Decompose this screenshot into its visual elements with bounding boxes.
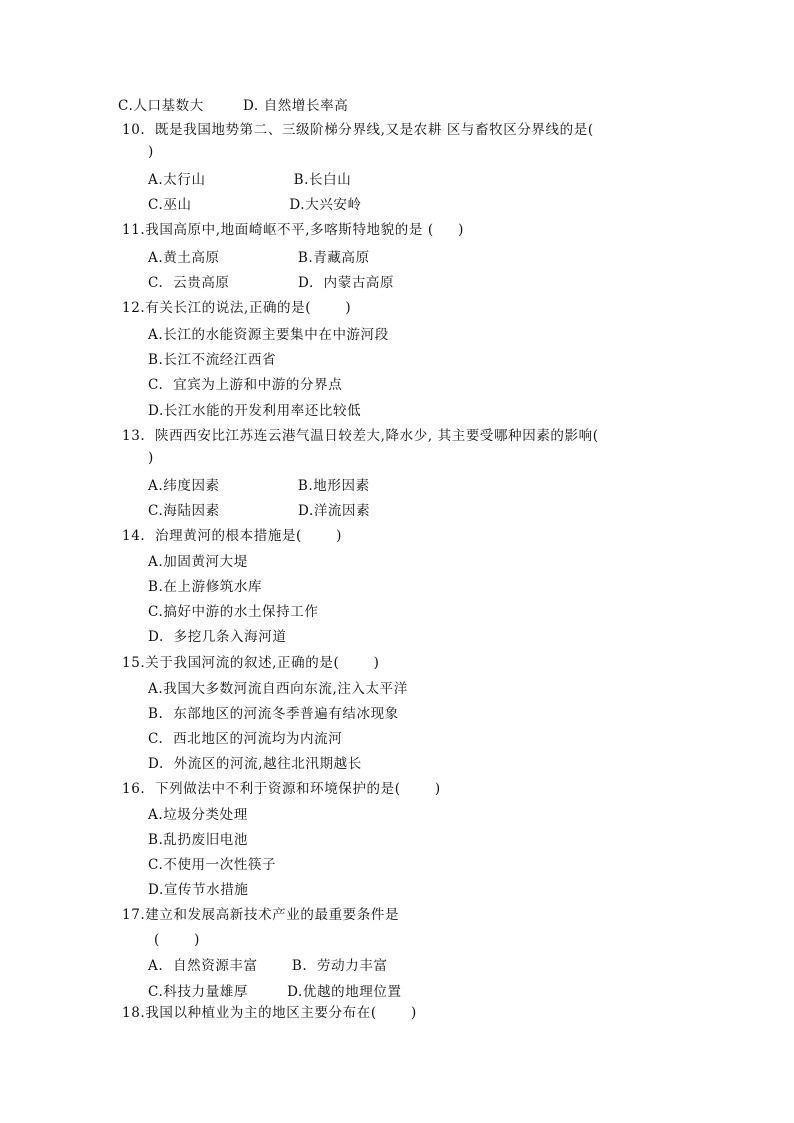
option-line: A.加固黄河大堤 (148, 554, 248, 570)
option-line: A.我国大多数河流自西向东流,注入太平洋 (148, 681, 408, 697)
question-10: 10. 既是我国地势第二、三级阶梯分界线,又是农耕 区与畜牧区分界线的是( (122, 122, 594, 138)
text-line: C.人口基数大 D. 自然增长率高 (118, 98, 349, 114)
question-13: 13. 陕西西安比江苏连云港气温日较差大,降水少, 其主要受哪种因素的影响( (122, 428, 599, 444)
option-line: A. 自然资源丰富 B. 劳动力丰富 (148, 958, 388, 974)
option-line: A.垃圾分类处理 (148, 807, 248, 823)
option-line: D. 外流区的河流,越往北汛期越长 (148, 756, 362, 772)
question-12: 12.有关长江的说法,正确的是( ) (122, 300, 352, 316)
question-18: 18.我国以种植业为主的地区主要分布在( ) (122, 1005, 417, 1021)
option-line: A.长江的水能资源主要集中在中游河段 (148, 327, 389, 343)
option-line: D.长江水能的开发利用率还比较低 (148, 403, 362, 419)
question-15: 15.关于我国河流的叙述,正确的是( ) (122, 655, 380, 671)
option-line: C.科技力量雄厚 D.优越的地理位置 (148, 984, 402, 1000)
option-line: C.搞好中游的水土保持工作 (148, 604, 319, 620)
option-line: A.黄土高原 B.青藏高原 (148, 250, 370, 266)
option-line: B.在上游修筑水库 (148, 579, 263, 595)
question-11: 11.我国高原中,地面崎岖不平,多喀斯特地貌的是 ( ) (122, 222, 465, 238)
option-line: A.纬度因素 B.地形因素 (148, 478, 370, 494)
option-line: C. 云贵高原 D. 内蒙古高原 (148, 275, 395, 291)
option-line: B.长江不流经江西省 (148, 352, 277, 368)
option-line: C.巫山 D.大兴安岭 (148, 197, 362, 213)
option-line: C. 西北地区的河流均为内流河 (148, 731, 343, 747)
text-line: ) (148, 144, 154, 160)
option-line: C. 宜宾为上游和中游的分界点 (148, 377, 343, 393)
option-line: B.乱扔废旧电池 (148, 832, 249, 848)
option-line: B. 东部地区的河流冬季普遍有结冰现象 (148, 706, 399, 722)
option-line: C.海陆因素 D.洋流因素 (148, 503, 371, 519)
option-line: D.宣传节水措施 (148, 882, 249, 898)
question-14: 14. 治理黄河的根本措施是( ) (122, 528, 343, 544)
option-line: D. 多挖几条入海河道 (148, 629, 287, 645)
text-line: ( ) (154, 932, 200, 948)
text-line: ) (148, 450, 154, 466)
option-line: A.太行山 B.长白山 (148, 172, 352, 188)
question-17: 17.建立和发展高新技术产业的最重要条件是 (122, 907, 400, 923)
option-line: C.不使用一次性筷子 (148, 857, 277, 873)
question-16: 16. 下列做法中不利于资源和环境保护的是( ) (122, 781, 441, 797)
